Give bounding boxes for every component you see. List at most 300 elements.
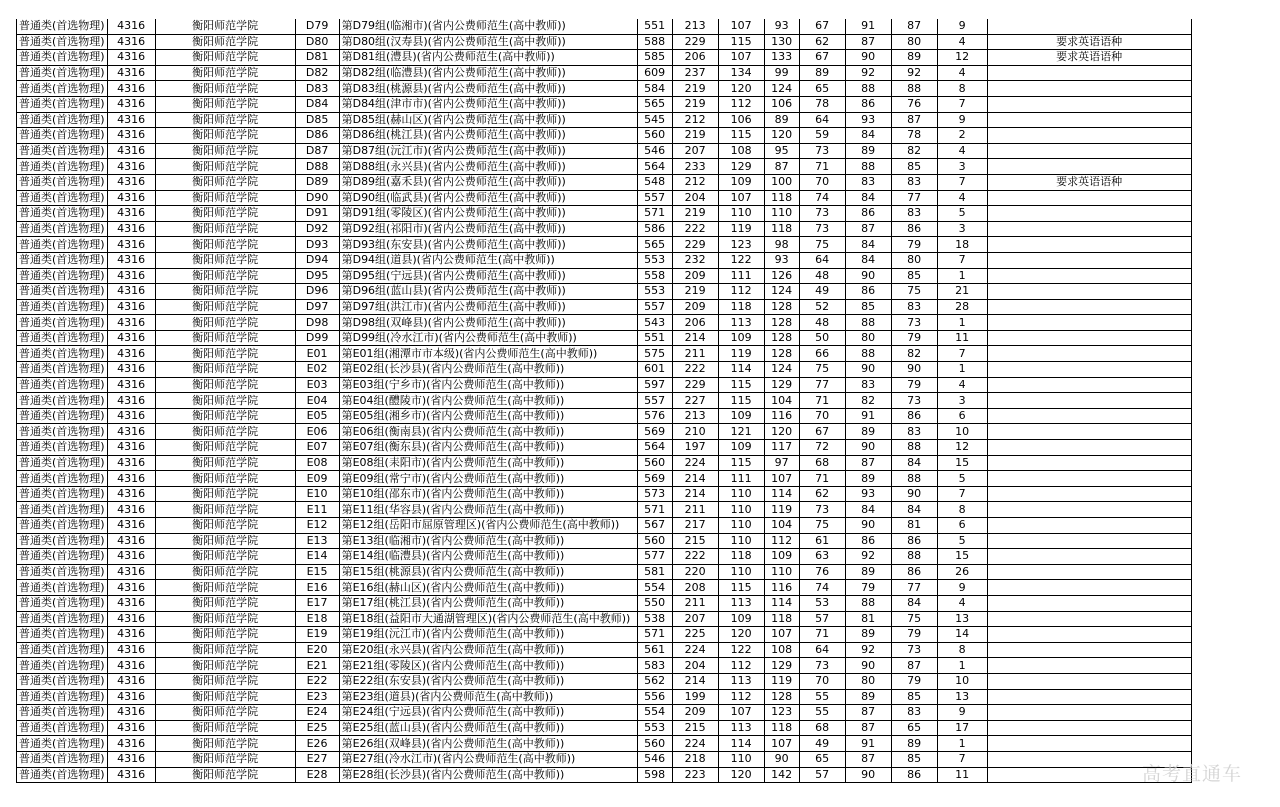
school-name-cell: 衡阳师范学院 xyxy=(155,112,295,128)
score-b-cell: 115 xyxy=(718,34,764,50)
group-code-cell: E01 xyxy=(295,346,339,362)
plan-count-cell: 9 xyxy=(937,19,987,34)
school-code-cell: 4316 xyxy=(107,34,155,50)
remark-cell xyxy=(987,112,1191,128)
score-b-cell: 115 xyxy=(718,377,764,393)
score-c-cell: 97 xyxy=(764,455,799,471)
score-d-cell: 71 xyxy=(799,159,845,175)
school-name-cell: 衡阳师范学院 xyxy=(155,767,295,783)
total-score-cell: 553 xyxy=(637,284,672,300)
category-cell: 普通类(首选物理) xyxy=(17,393,108,409)
group-code-cell: D95 xyxy=(295,268,339,284)
group-code-cell: D84 xyxy=(295,96,339,112)
school-name-cell: 衡阳师范学院 xyxy=(155,689,295,705)
school-name-cell: 衡阳师范学院 xyxy=(155,128,295,144)
remark-cell xyxy=(987,673,1191,689)
plan-count-cell: 4 xyxy=(937,595,987,611)
score-d-cell: 63 xyxy=(799,549,845,565)
table-row xyxy=(17,408,1192,424)
table-row xyxy=(17,221,1192,237)
remark-cell: 要求英语语种 xyxy=(987,50,1191,66)
group-name-cell: 第E26组(双峰县)(省内公费师范生(高中教师)) xyxy=(339,736,637,752)
school-name-cell: 衡阳师范学院 xyxy=(155,486,295,502)
plan-count-cell: 21 xyxy=(937,284,987,300)
category-cell: 普通类(首选物理) xyxy=(17,673,108,689)
remark-cell xyxy=(987,65,1191,81)
table-row xyxy=(17,174,1192,190)
score-c-cell: 124 xyxy=(764,284,799,300)
score-b-cell: 111 xyxy=(718,268,764,284)
school-code-cell: 4316 xyxy=(107,564,155,580)
school-name-cell: 衡阳师范学院 xyxy=(155,627,295,643)
group-code-cell: E17 xyxy=(295,595,339,611)
plan-count-cell: 7 xyxy=(937,346,987,362)
score-a-cell: 207 xyxy=(672,143,718,159)
group-code-cell: E19 xyxy=(295,627,339,643)
score-b-cell: 107 xyxy=(718,705,764,721)
score-c-cell: 99 xyxy=(764,65,799,81)
table-row xyxy=(17,751,1192,767)
group-name-cell: 第D90组(临武县)(省内公费师范生(高中教师)) xyxy=(339,190,637,206)
category-cell: 普通类(首选物理) xyxy=(17,424,108,440)
school-name-cell: 衡阳师范学院 xyxy=(155,658,295,674)
school-name-cell: 衡阳师范学院 xyxy=(155,549,295,565)
score-a-cell: 229 xyxy=(672,34,718,50)
score-d-cell: 50 xyxy=(799,330,845,346)
table-row xyxy=(17,518,1192,534)
table-row xyxy=(17,143,1192,159)
plan-count-cell: 13 xyxy=(937,689,987,705)
plan-count-cell: 9 xyxy=(937,112,987,128)
total-score-cell: 581 xyxy=(637,564,672,580)
school-code-cell: 4316 xyxy=(107,159,155,175)
score-c-cell: 109 xyxy=(764,549,799,565)
table-row xyxy=(17,486,1192,502)
school-name-cell: 衡阳师范学院 xyxy=(155,284,295,300)
remark-cell xyxy=(987,424,1191,440)
score-f-cell: 83 xyxy=(891,705,937,721)
score-f-cell: 82 xyxy=(891,143,937,159)
category-cell: 普通类(首选物理) xyxy=(17,564,108,580)
remark-cell xyxy=(987,81,1191,97)
score-e-cell: 90 xyxy=(845,50,891,66)
score-d-cell: 48 xyxy=(799,268,845,284)
score-f-cell: 80 xyxy=(891,252,937,268)
score-c-cell: 89 xyxy=(764,112,799,128)
score-c-cell: 120 xyxy=(764,128,799,144)
score-e-cell: 92 xyxy=(845,65,891,81)
score-d-cell: 71 xyxy=(799,627,845,643)
score-c-cell: 90 xyxy=(764,751,799,767)
score-e-cell: 87 xyxy=(845,221,891,237)
school-name-cell: 衡阳师范学院 xyxy=(155,252,295,268)
total-score-cell: 558 xyxy=(637,268,672,284)
total-score-cell: 551 xyxy=(637,19,672,34)
group-name-cell: 第D94组(道县)(省内公费师范生(高中教师)) xyxy=(339,252,637,268)
total-score-cell: 564 xyxy=(637,159,672,175)
school-code-cell: 4316 xyxy=(107,627,155,643)
score-e-cell: 90 xyxy=(845,362,891,378)
table-row xyxy=(17,346,1192,362)
group-code-cell: E11 xyxy=(295,502,339,518)
score-c-cell: 107 xyxy=(764,627,799,643)
school-name-cell: 衡阳师范学院 xyxy=(155,50,295,66)
score-d-cell: 62 xyxy=(799,486,845,502)
plan-count-cell: 1 xyxy=(937,362,987,378)
score-c-cell: 128 xyxy=(764,330,799,346)
group-name-cell: 第D86组(桃江县)(省内公费师范生(高中教师)) xyxy=(339,128,637,144)
score-f-cell: 87 xyxy=(891,19,937,34)
school-code-cell: 4316 xyxy=(107,362,155,378)
score-f-cell: 75 xyxy=(891,611,937,627)
category-cell: 普通类(首选物理) xyxy=(17,705,108,721)
score-a-cell: 209 xyxy=(672,299,718,315)
total-score-cell: 609 xyxy=(637,65,672,81)
group-name-cell: 第D83组(桃源县)(省内公费师范生(高中教师)) xyxy=(339,81,637,97)
score-f-cell: 73 xyxy=(891,315,937,331)
score-b-cell: 129 xyxy=(718,159,764,175)
school-code-cell: 4316 xyxy=(107,549,155,565)
score-e-cell: 91 xyxy=(845,19,891,34)
group-code-cell: D80 xyxy=(295,34,339,50)
score-e-cell: 89 xyxy=(845,143,891,159)
group-name-cell: 第D95组(宁远县)(省内公费师范生(高中教师)) xyxy=(339,268,637,284)
table-row xyxy=(17,206,1192,222)
score-a-cell: 211 xyxy=(672,595,718,611)
score-c-cell: 116 xyxy=(764,408,799,424)
score-b-cell: 120 xyxy=(718,81,764,97)
score-e-cell: 83 xyxy=(845,174,891,190)
group-name-cell: 第E05组(湘乡市)(省内公费师范生(高中教师)) xyxy=(339,408,637,424)
total-score-cell: 557 xyxy=(637,393,672,409)
school-code-cell: 4316 xyxy=(107,128,155,144)
score-b-cell: 110 xyxy=(718,518,764,534)
plan-count-cell: 4 xyxy=(937,190,987,206)
score-d-cell: 73 xyxy=(799,658,845,674)
score-c-cell: 106 xyxy=(764,96,799,112)
score-f-cell: 90 xyxy=(891,486,937,502)
table-row xyxy=(17,720,1192,736)
score-d-cell: 72 xyxy=(799,440,845,456)
plan-count-cell: 11 xyxy=(937,330,987,346)
score-c-cell: 107 xyxy=(764,471,799,487)
score-b-cell: 109 xyxy=(718,611,764,627)
score-b-cell: 106 xyxy=(718,112,764,128)
school-name-cell: 衡阳师范学院 xyxy=(155,471,295,487)
score-c-cell: 104 xyxy=(764,518,799,534)
plan-count-cell: 4 xyxy=(937,377,987,393)
score-c-cell: 129 xyxy=(764,658,799,674)
score-f-cell: 86 xyxy=(891,533,937,549)
score-f-cell: 89 xyxy=(891,736,937,752)
school-name-cell: 衡阳师范学院 xyxy=(155,705,295,721)
score-a-cell: 204 xyxy=(672,190,718,206)
plan-count-cell: 17 xyxy=(937,720,987,736)
score-f-cell: 85 xyxy=(891,689,937,705)
score-d-cell: 74 xyxy=(799,190,845,206)
score-b-cell: 112 xyxy=(718,658,764,674)
score-a-cell: 224 xyxy=(672,455,718,471)
category-cell: 普通类(首选物理) xyxy=(17,658,108,674)
score-d-cell: 77 xyxy=(799,377,845,393)
score-b-cell: 120 xyxy=(718,627,764,643)
score-e-cell: 91 xyxy=(845,736,891,752)
group-name-cell: 第D82组(临澧县)(省内公费师范生(高中教师)) xyxy=(339,65,637,81)
group-code-cell: E08 xyxy=(295,455,339,471)
school-code-cell: 4316 xyxy=(107,471,155,487)
plan-count-cell: 1 xyxy=(937,268,987,284)
category-cell: 普通类(首选物理) xyxy=(17,190,108,206)
score-c-cell: 93 xyxy=(764,252,799,268)
school-code-cell: 4316 xyxy=(107,221,155,237)
score-f-cell: 88 xyxy=(891,81,937,97)
group-code-cell: D90 xyxy=(295,190,339,206)
score-c-cell: 123 xyxy=(764,705,799,721)
category-cell: 普通类(首选物理) xyxy=(17,502,108,518)
total-score-cell: 538 xyxy=(637,611,672,627)
group-code-cell: E03 xyxy=(295,377,339,393)
score-a-cell: 229 xyxy=(672,377,718,393)
school-code-cell: 4316 xyxy=(107,580,155,596)
remark-cell xyxy=(987,720,1191,736)
score-e-cell: 82 xyxy=(845,393,891,409)
group-code-cell: D82 xyxy=(295,65,339,81)
score-f-cell: 83 xyxy=(891,206,937,222)
score-a-cell: 222 xyxy=(672,221,718,237)
score-a-cell: 237 xyxy=(672,65,718,81)
group-code-cell: E27 xyxy=(295,751,339,767)
remark-cell xyxy=(987,595,1191,611)
score-e-cell: 90 xyxy=(845,518,891,534)
group-code-cell: D92 xyxy=(295,221,339,237)
score-f-cell: 79 xyxy=(891,377,937,393)
group-code-cell: E25 xyxy=(295,720,339,736)
group-code-cell: E06 xyxy=(295,424,339,440)
school-name-cell: 衡阳师范学院 xyxy=(155,580,295,596)
school-code-cell: 4316 xyxy=(107,315,155,331)
score-b-cell: 122 xyxy=(718,252,764,268)
group-name-cell: 第E04组(醴陵市)(省内公费师范生(高中教师)) xyxy=(339,393,637,409)
score-c-cell: 110 xyxy=(764,206,799,222)
category-cell: 普通类(首选物理) xyxy=(17,486,108,502)
plan-count-cell: 8 xyxy=(937,642,987,658)
remark-cell xyxy=(987,627,1191,643)
group-name-cell: 第E20组(永兴县)(省内公费师范生(高中教师)) xyxy=(339,642,637,658)
score-f-cell: 88 xyxy=(891,440,937,456)
score-c-cell: 114 xyxy=(764,486,799,502)
score-a-cell: 204 xyxy=(672,658,718,674)
score-f-cell: 82 xyxy=(891,346,937,362)
score-c-cell: 108 xyxy=(764,642,799,658)
score-c-cell: 110 xyxy=(764,564,799,580)
category-cell: 普通类(首选物理) xyxy=(17,580,108,596)
score-b-cell: 119 xyxy=(718,346,764,362)
school-name-cell: 衡阳师范学院 xyxy=(155,299,295,315)
table-row xyxy=(17,19,1192,34)
table-row xyxy=(17,284,1192,300)
score-c-cell: 142 xyxy=(764,767,799,783)
school-name-cell: 衡阳师范学院 xyxy=(155,424,295,440)
score-d-cell: 73 xyxy=(799,221,845,237)
category-cell: 普通类(首选物理) xyxy=(17,315,108,331)
school-name-cell: 衡阳师范学院 xyxy=(155,96,295,112)
table-row xyxy=(17,96,1192,112)
score-b-cell: 109 xyxy=(718,174,764,190)
category-cell: 普通类(首选物理) xyxy=(17,65,108,81)
table-row xyxy=(17,502,1192,518)
group-code-cell: E13 xyxy=(295,533,339,549)
plan-count-cell: 1 xyxy=(937,658,987,674)
category-cell: 普通类(首选物理) xyxy=(17,611,108,627)
score-a-cell: 222 xyxy=(672,362,718,378)
total-score-cell: 601 xyxy=(637,362,672,378)
remark-cell xyxy=(987,580,1191,596)
score-e-cell: 90 xyxy=(845,658,891,674)
total-score-cell: 565 xyxy=(637,237,672,253)
group-code-cell: D87 xyxy=(295,143,339,159)
score-d-cell: 62 xyxy=(799,34,845,50)
group-name-cell: 第E16组(赫山区)(省内公费师范生(高中教师)) xyxy=(339,580,637,596)
score-c-cell: 87 xyxy=(764,159,799,175)
score-a-cell: 219 xyxy=(672,284,718,300)
score-c-cell: 120 xyxy=(764,424,799,440)
score-d-cell: 57 xyxy=(799,611,845,627)
score-f-cell: 76 xyxy=(891,96,937,112)
group-code-cell: E16 xyxy=(295,580,339,596)
remark-cell xyxy=(987,486,1191,502)
total-score-cell: 553 xyxy=(637,252,672,268)
score-d-cell: 67 xyxy=(799,424,845,440)
group-name-cell: 第D88组(永兴县)(省内公费师范生(高中教师)) xyxy=(339,159,637,175)
group-name-cell: 第D87组(沅江市)(省内公费师范生(高中教师)) xyxy=(339,143,637,159)
group-name-cell: 第E14组(临澧县)(省内公费师范生(高中教师)) xyxy=(339,549,637,565)
score-c-cell: 98 xyxy=(764,237,799,253)
total-score-cell: 556 xyxy=(637,689,672,705)
score-a-cell: 214 xyxy=(672,330,718,346)
score-a-cell: 211 xyxy=(672,502,718,518)
remark-cell xyxy=(987,19,1191,34)
table-row xyxy=(17,112,1192,128)
score-e-cell: 93 xyxy=(845,486,891,502)
school-name-cell: 衡阳师范学院 xyxy=(155,174,295,190)
score-d-cell: 67 xyxy=(799,50,845,66)
plan-count-cell: 1 xyxy=(937,315,987,331)
school-name-cell: 衡阳师范学院 xyxy=(155,81,295,97)
total-score-cell: 576 xyxy=(637,408,672,424)
score-e-cell: 89 xyxy=(845,689,891,705)
group-name-cell: 第D92组(祁阳市)(省内公费师范生(高中教师)) xyxy=(339,221,637,237)
remark-cell xyxy=(987,642,1191,658)
total-score-cell: 565 xyxy=(637,96,672,112)
score-a-cell: 219 xyxy=(672,128,718,144)
remark-cell xyxy=(987,658,1191,674)
score-b-cell: 121 xyxy=(718,424,764,440)
table-row xyxy=(17,330,1192,346)
total-score-cell: 546 xyxy=(637,751,672,767)
category-cell: 普通类(首选物理) xyxy=(17,408,108,424)
score-e-cell: 88 xyxy=(845,595,891,611)
score-d-cell: 64 xyxy=(799,112,845,128)
plan-count-cell: 4 xyxy=(937,143,987,159)
score-c-cell: 118 xyxy=(764,720,799,736)
score-e-cell: 93 xyxy=(845,112,891,128)
score-e-cell: 87 xyxy=(845,34,891,50)
category-cell: 普通类(首选物理) xyxy=(17,252,108,268)
score-d-cell: 67 xyxy=(799,19,845,34)
remark-cell xyxy=(987,736,1191,752)
total-score-cell: 557 xyxy=(637,190,672,206)
score-c-cell: 119 xyxy=(764,502,799,518)
total-score-cell: 548 xyxy=(637,174,672,190)
score-b-cell: 115 xyxy=(718,393,764,409)
plan-count-cell: 7 xyxy=(937,751,987,767)
score-a-cell: 217 xyxy=(672,518,718,534)
category-cell: 普通类(首选物理) xyxy=(17,689,108,705)
category-cell: 普通类(首选物理) xyxy=(17,346,108,362)
category-cell: 普通类(首选物理) xyxy=(17,159,108,175)
score-f-cell: 78 xyxy=(891,128,937,144)
score-f-cell: 85 xyxy=(891,159,937,175)
score-f-cell: 88 xyxy=(891,471,937,487)
table-row xyxy=(17,642,1192,658)
score-e-cell: 86 xyxy=(845,533,891,549)
school-code-cell: 4316 xyxy=(107,377,155,393)
table-row xyxy=(17,315,1192,331)
group-code-cell: E04 xyxy=(295,393,339,409)
score-a-cell: 206 xyxy=(672,50,718,66)
school-name-cell: 衡阳师范学院 xyxy=(155,408,295,424)
plan-count-cell: 6 xyxy=(937,408,987,424)
remark-cell xyxy=(987,471,1191,487)
plan-count-cell: 15 xyxy=(937,455,987,471)
score-e-cell: 81 xyxy=(845,611,891,627)
plan-count-cell: 10 xyxy=(937,424,987,440)
score-f-cell: 84 xyxy=(891,502,937,518)
score-f-cell: 79 xyxy=(891,237,937,253)
total-score-cell: 575 xyxy=(637,346,672,362)
category-cell: 普通类(首选物理) xyxy=(17,642,108,658)
group-code-cell: D96 xyxy=(295,284,339,300)
score-d-cell: 75 xyxy=(799,362,845,378)
score-b-cell: 115 xyxy=(718,580,764,596)
score-d-cell: 68 xyxy=(799,720,845,736)
plan-count-cell: 4 xyxy=(937,34,987,50)
school-code-cell: 4316 xyxy=(107,237,155,253)
total-score-cell: 586 xyxy=(637,221,672,237)
group-name-cell: 第D97组(洪江市)(省内公费师范生(高中教师)) xyxy=(339,299,637,315)
table-row xyxy=(17,471,1192,487)
total-score-cell: 557 xyxy=(637,299,672,315)
group-code-cell: E07 xyxy=(295,440,339,456)
table-row xyxy=(17,455,1192,471)
group-code-cell: D93 xyxy=(295,237,339,253)
school-code-cell: 4316 xyxy=(107,50,155,66)
score-e-cell: 88 xyxy=(845,81,891,97)
plan-count-cell: 3 xyxy=(937,159,987,175)
school-code-cell: 4316 xyxy=(107,284,155,300)
group-name-cell: 第E10组(邵东市)(省内公费师范生(高中教师)) xyxy=(339,486,637,502)
score-f-cell: 88 xyxy=(891,549,937,565)
school-code-cell: 4316 xyxy=(107,330,155,346)
group-name-cell: 第E03组(宁乡市)(省内公费师范生(高中教师)) xyxy=(339,377,637,393)
score-b-cell: 113 xyxy=(718,595,764,611)
total-score-cell: 554 xyxy=(637,705,672,721)
school-name-cell: 衡阳师范学院 xyxy=(155,315,295,331)
category-cell: 普通类(首选物理) xyxy=(17,362,108,378)
group-name-cell: 第E22组(东安县)(省内公费师范生(高中教师)) xyxy=(339,673,637,689)
total-score-cell: 584 xyxy=(637,81,672,97)
total-score-cell: 560 xyxy=(637,455,672,471)
